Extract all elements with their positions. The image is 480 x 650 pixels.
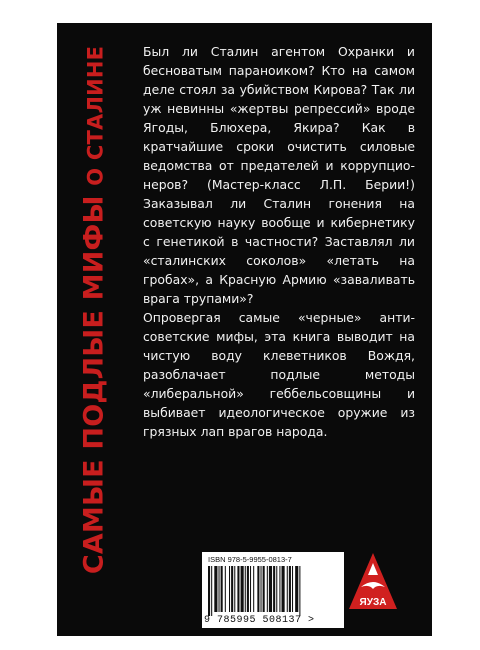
spine-title-sub: О СТАЛИНЕ	[83, 45, 108, 186]
barcode-stripe	[229, 566, 230, 612]
spine-title	[79, 46, 110, 574]
barcode-stripe	[273, 566, 275, 612]
barcode-stripe	[214, 566, 217, 612]
barcode-stripe	[211, 566, 212, 616]
barcode-bars	[208, 566, 338, 616]
barcode-stripe	[279, 566, 280, 612]
barcode	[202, 552, 344, 628]
barcode-stripe	[208, 566, 210, 616]
publisher-logo-text: ЯУЗА	[359, 597, 387, 608]
barcode-stripe	[234, 566, 235, 612]
publisher-logo-icon	[347, 551, 399, 613]
barcode-stripe	[257, 566, 259, 612]
blurb-paragraph-1: Был ли Сталин агентом Охранки и бесноватым параноиком? Кто на самом деле стоял за убийством Кирова? Так ли уж невинны «жертвы репрессий» вроде Ягоды, Блюхера, Якира? Как в кратчайшие сроки очистить силовые ведомства от предателей и коррупционеров? (Мастер-класс Л.П. Берии!) Заказывал ли Сталин гонения на советскую науку вообще и кибернетику с генетикой в частности? Заставлял ли «сталинских соколов» «летать на гробах», а Красную Армию «заваливать врага трупами»?	[143, 44, 415, 306]
barcode-stripe	[247, 566, 249, 612]
barcode-stripe	[292, 566, 293, 612]
barcode-stripe	[289, 566, 291, 612]
barcode-stripe	[253, 566, 254, 612]
barcode-stripe	[263, 566, 265, 612]
barcode-stripe	[250, 566, 251, 612]
barcode-stripe	[287, 566, 288, 612]
barcode-stripe	[276, 566, 277, 612]
barcode-digits: 9 785995 508137 >	[204, 615, 315, 626]
barcode-stripe	[241, 566, 244, 612]
barcode-stripe	[219, 566, 220, 612]
blurb-text	[143, 42, 415, 441]
barcode-stripe	[225, 566, 226, 612]
barcode-stripe	[295, 566, 298, 612]
barcode-stripe	[245, 566, 246, 612]
barcode-stripe	[261, 566, 262, 612]
barcode-stripe	[269, 566, 272, 612]
barcode-stripe	[267, 566, 268, 612]
blurb-paragraph-2: Опровергая самые «черные» антисоветские мифы, эта книга выводит на чистую воду клеветников Вождя, разоблачает подлые методы «либеральной» геббельсовщины и выбивает идеологическое оружие из грязных лап врагов народа.	[143, 310, 415, 439]
barcode-stripe	[231, 566, 233, 612]
barcode-stripe	[221, 566, 223, 612]
barcode-stripe	[237, 566, 239, 612]
isbn-label: ISBN 978-5-9955-0813-7	[208, 555, 292, 564]
barcode-stripe	[282, 566, 285, 612]
spine-title-main: САМЫЕ ПОДЛЫЕ МИФЫ	[78, 195, 110, 575]
barcode-stripe	[299, 566, 300, 616]
